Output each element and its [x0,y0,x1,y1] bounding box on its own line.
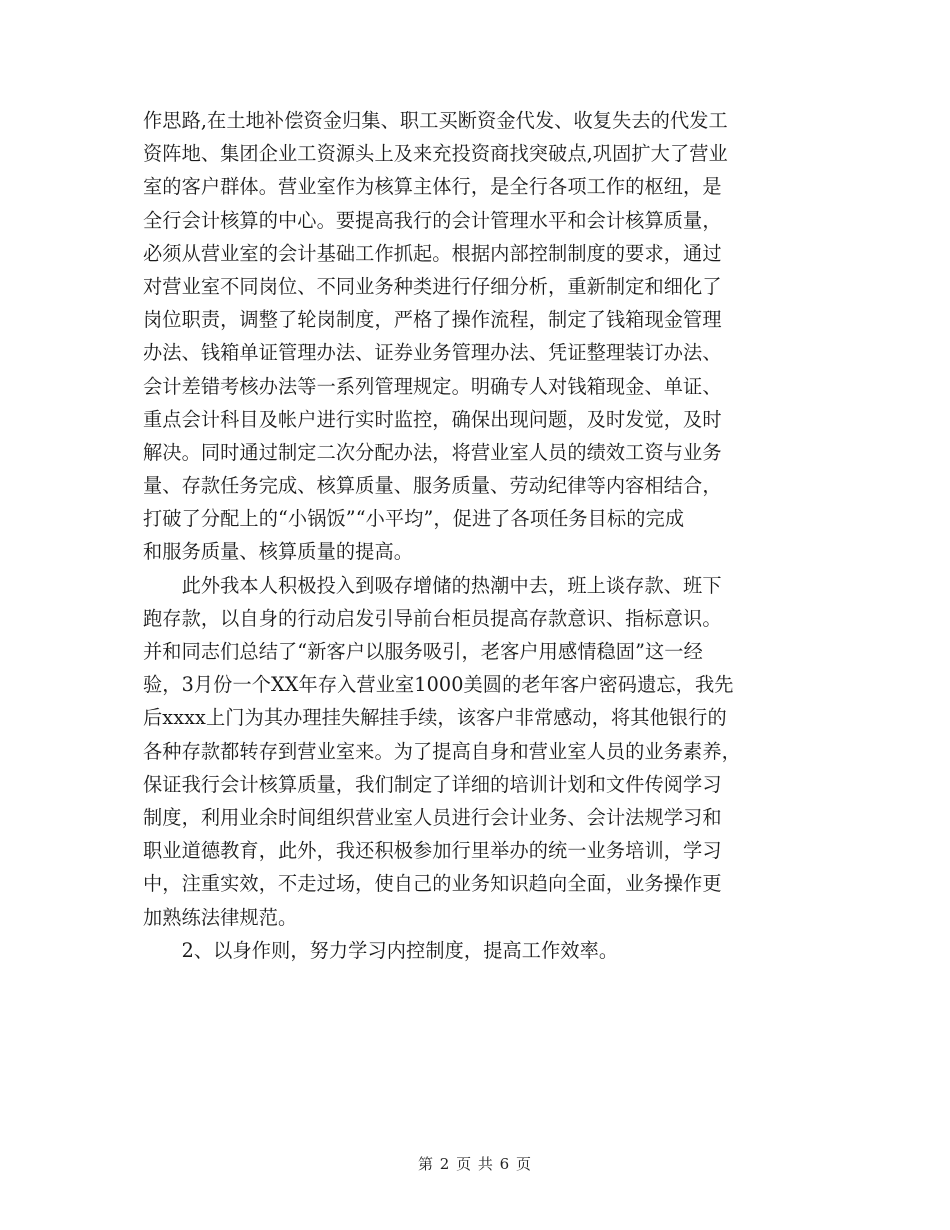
text-line: 加熟练法律规范。 [143,905,298,929]
document-body [143,104,813,967]
text-line: 必须从营业室的会计基础工作抓起。根据内部控制制度的要求，通过 [143,241,722,265]
text-line: 验，3月份一个XX年存入营业室1000美圆的老年客户密码遗忘，我先 [143,673,734,697]
text-line: 办法、钱箱单证管理办法、证券业务管理办法、凭证整理装订办法、 [143,341,722,365]
text-line: 职业道德教育，此外，我还积极参加行里举办的统一业务培训，学习 [143,839,722,863]
text-line: 跑存款，以自身的行动启发引导前台柜员提高存款意识、指标意识。 [143,606,722,630]
text-line: 制度，利用业余时间组织营业室人员进行会计业务、会计法规学习和 [143,805,722,829]
text-line: 岗位职责，调整了轮岗制度，严格了操作流程，制定了钱箱现金管理 [143,308,722,332]
text-line: 和服务质量、核算质量的提高。 [143,540,414,564]
text-line: 作思路,在土地补偿资金归集、职工买断资金代发、收复失去的代发工 [143,109,728,132]
text-line: 保证我行会计核算质量，我们制定了详细的培训计划和文件传阅学习 [143,772,722,796]
text-line: 资阵地、集团企业工资源头上及来充投资商找突破点,巩固扩大了营业 [143,142,728,166]
text-line: 打破了分配上的“小锅饭”“小平均”，促进了各项任务目标的完成 [143,507,685,531]
text-line: 并和同志们总结了“新客户以服务吸引，老客户用感情稳固”这一经 [143,640,703,663]
text-line: 后xxxx上门为其办理挂失解挂手续，该客户非常感动，将其他银行的 [143,706,727,730]
section-heading: 2、以身作则，努力学习内控制度，提高工作效率。 [143,938,619,962]
text-line: 解决。同时通过制定二次分配办法，将营业室人员的绩效工资与业务 [143,440,722,464]
text-line: 全行会计核算的中心。要提高我行的会计管理水平和会计核算质量， [143,208,722,232]
text-line: 此外我本人积极投入到吸存增储的热潮中去，班上谈存款、班下 [143,573,722,597]
text-line: 各种存款都转存到营业室来。为了提高自身和营业室人员的业务素养， [143,739,741,763]
text-line: 室的客户群体。营业室作为核算主体行，是全行各项工作的枢纽，是 [143,175,722,199]
text-line: 中，注重实效，不走过场，使自己的业务知识趋向全面，业务操作更 [143,872,722,896]
page-number-footer: 第 2 页 共 6 页 [418,1155,532,1173]
text-line: 重点会计科目及帐户进行实时监控，确保出现问题，及时发觉，及时 [143,407,722,431]
text-line: 量、存款任务完成、核算质量、服务质量、劳动纪律等内容相结合， [143,474,722,498]
text-line: 对营业室不同岗位、不同业务种类进行仔细分析，重新制定和细化了 [143,274,722,298]
text-line: 会计差错考核办法等一系列管理规定。明确专人对钱箱现金、单证、 [143,374,722,398]
